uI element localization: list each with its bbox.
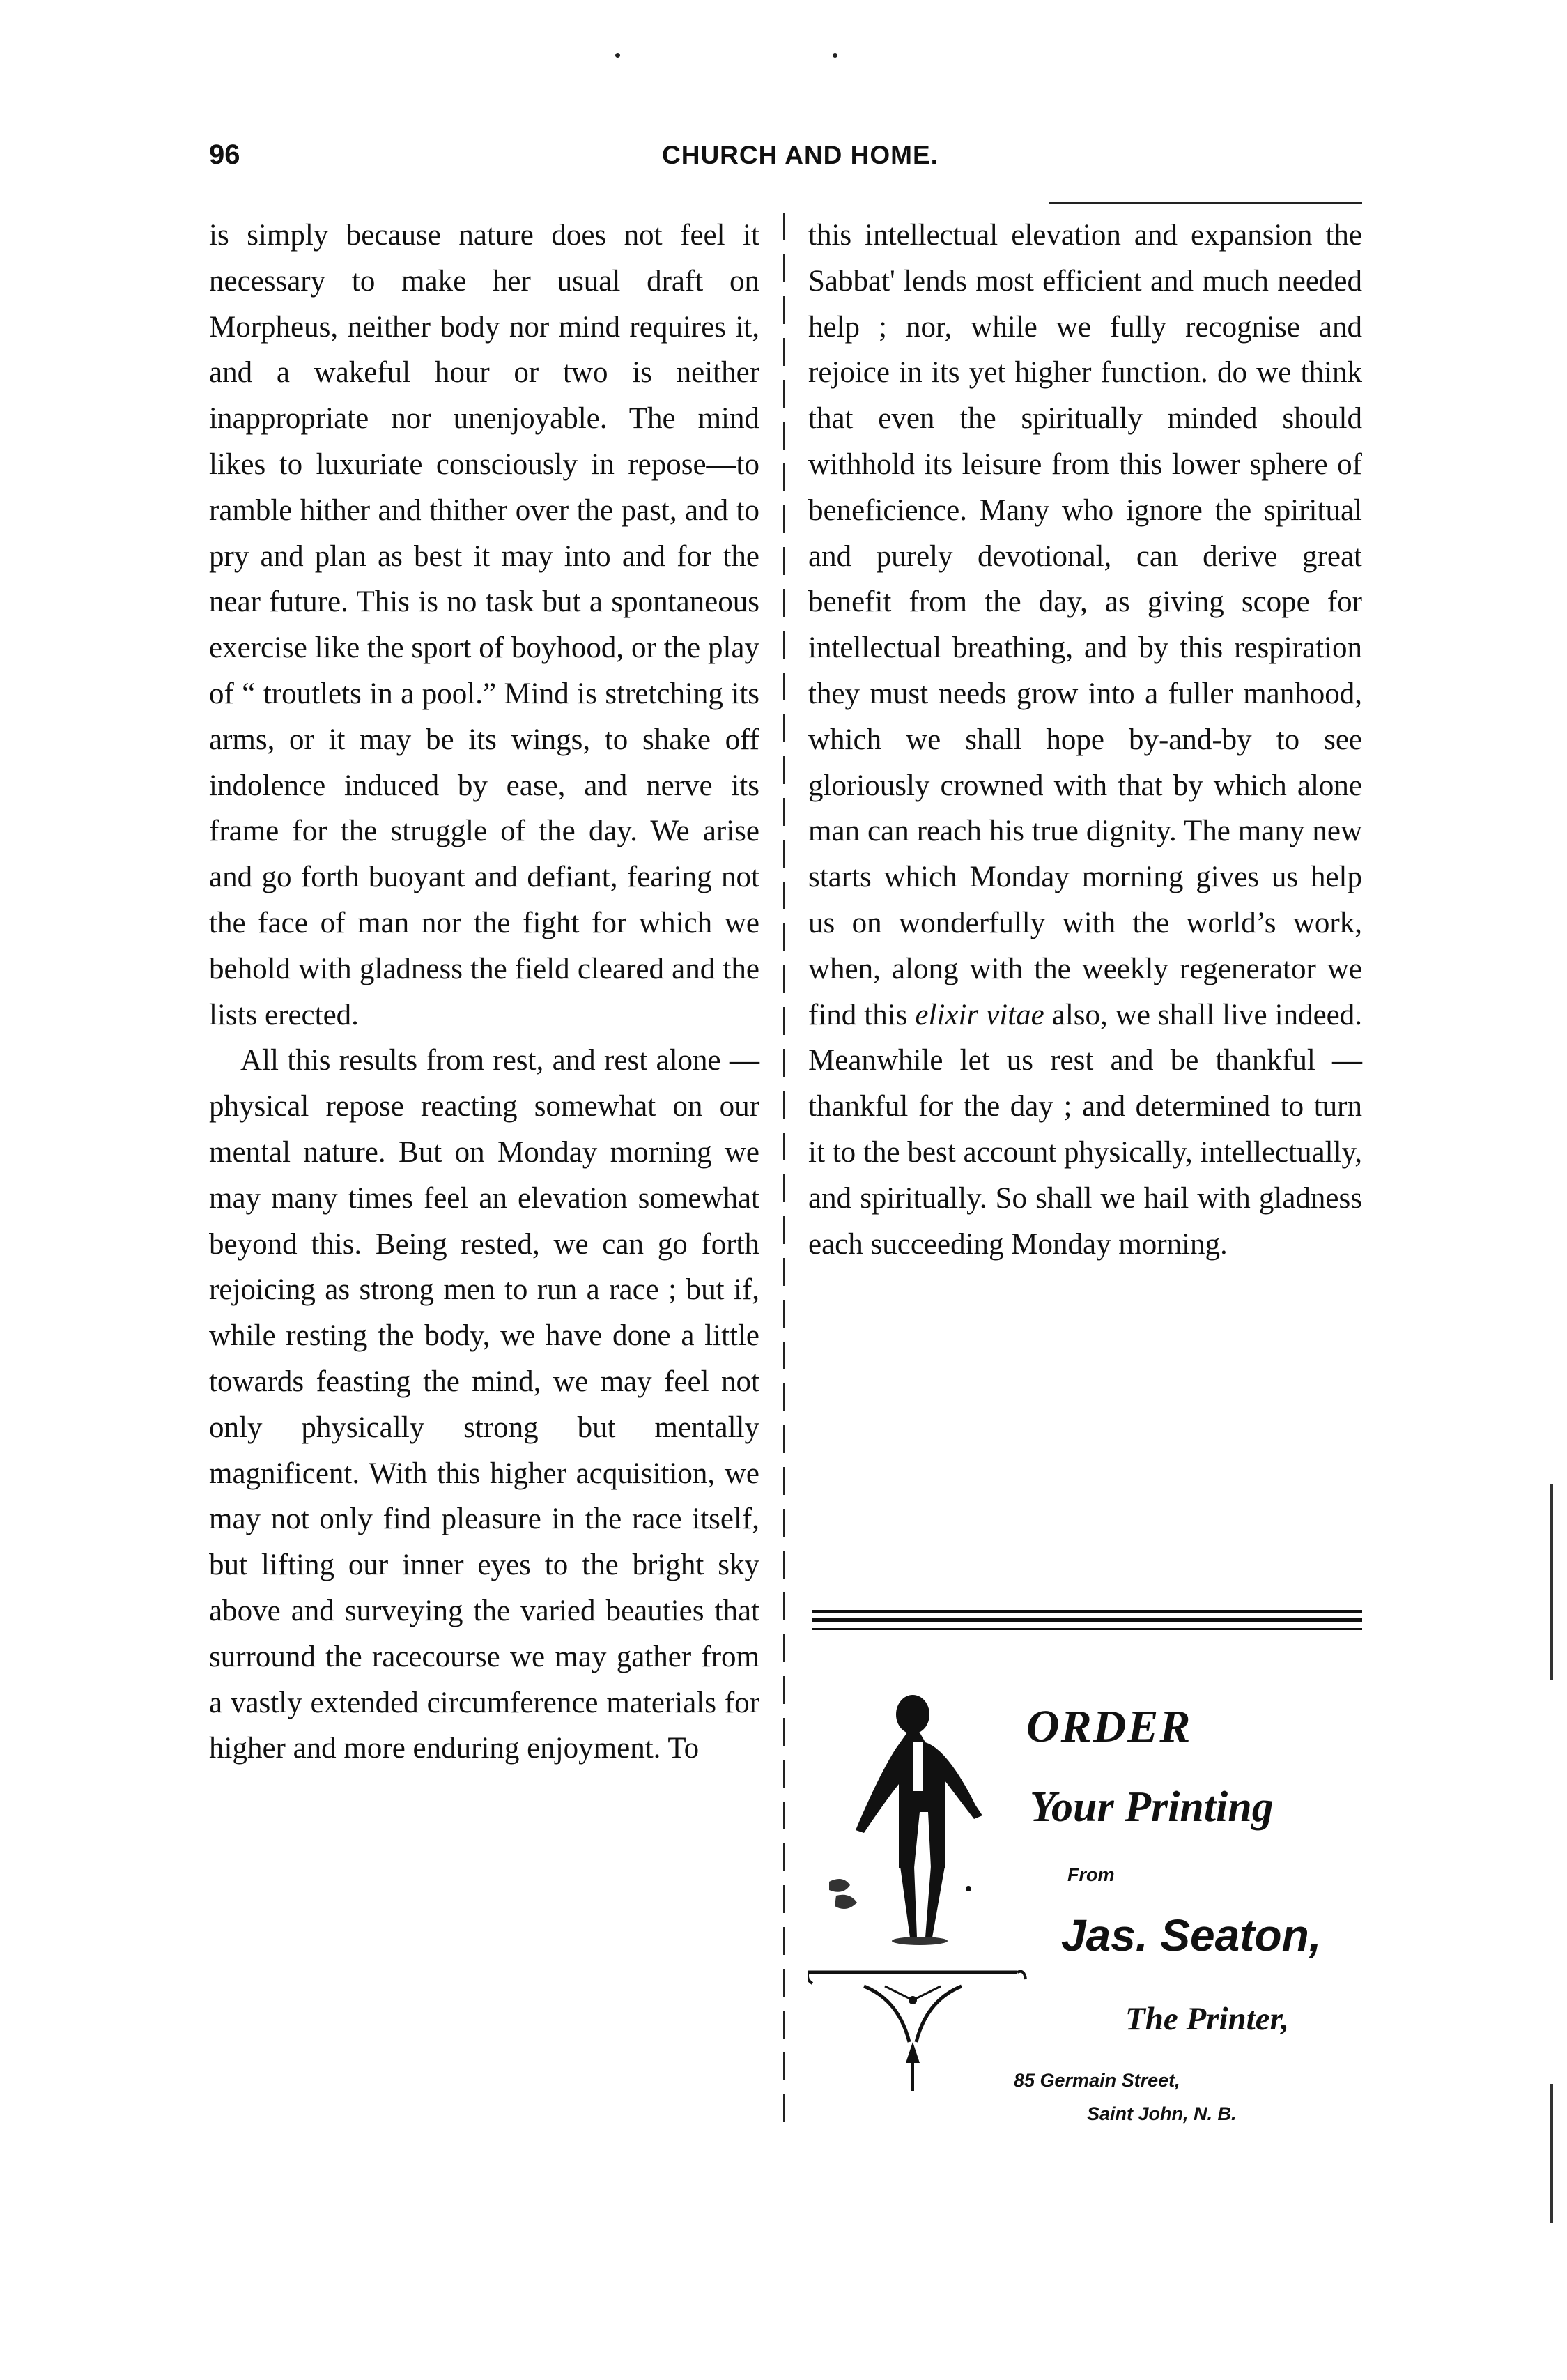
right-text-before-italic: this intellectual elevation and expansion the Sabbat' lends most efficient and much needed help ; nor, while we fully recognise and rejoice in its yet higher function. do we think that even the spiritually minded should withhold its leisure from this lower sphere of beneficience. Many who ignore the spiritual and purely devotional, can derive great benefit from the day, as giving scope for intellectual breathing, and by this respiration they must needs grow into a fuller manhood, which we shall hope by-and-by to see gloriously crowned with that by which alone man can reach his true dignity. The many new starts which Monday morning gives us help us on wonderfully with the world’s work, when, along with the weekly regenerator we find this [808,219,1362,1031]
page-header [209,139,1352,181]
scan-edge-mark [1550,2084,1553,2223]
left-paragraph: All this results from rest, and rest alone — physical repose reacting somewhat on our mental nature. But on Monday morning we may many times feel an elevation somewhat beyond this. Being rested, we can go forth rejoicing as strong men to run a race ; but if, while resting the body, we have done a little towards feasting the mind, we may feel not only physically strong but mentally magnificent. With this higher acquisition, we may not only find pleasure in the race itself, but lifting our inner eyes to the bright sky above and surveying the varied beauties that surround the racecourse we may gather from a vastly extended circumference materials for higher and more enduring enjoyment. To [209,1044,759,1765]
column-top-rule [1049,202,1362,204]
dancing-man-figure-icon [808,1673,1038,2091]
section-end-rule [812,1618,1362,1622]
ad-city-address: Saint John, N. B. [1087,2103,1237,2124]
left-paragraph: is simply because nature does not feel it necessary to make her usual draft on Morpheus, neither body nor mind requires it, and a wakeful hour or two is neither inappropriate nor unenjoyable. The mind likes to luxuriate consciously in repose—to ramble hither and thither over the past, and to pry and plan as best it may into and for the near future. This is no task but a spontaneous exercise like the sport of boyhood, or the play of “ troutlets in a pool.” Mind is stretching its arms, or it may be its wings, to shake off indolence induced by ease, and nerve its frame for the struggle of the day. We arise and go forth buoyant and defiant, fearing not the face of man nor the fight for which we behold with gladness the field cleared and the lists erected. [209,219,759,1031]
column-divider-rule [783,213,785,2136]
ad-street-address: 85 Germain Street, [1014,2070,1180,2091]
right-column [808,213,1362,1267]
running-head: CHURCH AND HOME. [662,141,939,169]
scan-speck-dot [615,53,620,58]
ad-trade-text: The Printer, [1125,2001,1290,2037]
right-paragraph [808,213,1362,1267]
ad-order-text: ORDER [1026,1701,1192,1752]
ad-from-text: From [1067,1864,1115,1885]
right-text-after-italic: also, we shall live indeed. Meanwhile let us rest and be thankful — thankful for the day ; and determined to turn it to the best account physically, intellectually, and spiritually. So shall we hail with gladness each succeeding Monday morning. [808,998,1363,1261]
left-column [209,213,759,1772]
italic-phrase: elixir vitae [915,998,1044,1031]
section-end-rule [812,1610,1362,1613]
printing-advertisement [808,1673,1366,2124]
page-number: 96 [209,139,240,170]
section-end-rule [812,1628,1362,1630]
ad-printing-text: Your Printing [1030,1783,1274,1831]
scan-edge-mark [1550,1484,1553,1680]
scan-speck-dot [833,53,837,58]
ad-business-name: Jas. Seaton, [1061,1910,1322,1960]
